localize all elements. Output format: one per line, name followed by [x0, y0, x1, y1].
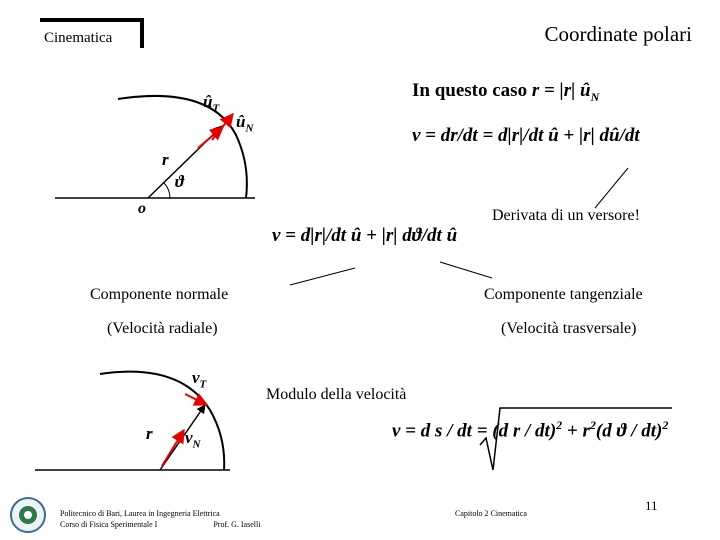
note-componente-tangenziale: Componente tangenziale	[484, 286, 643, 303]
top-polar-diagram	[55, 96, 255, 198]
label-vN: $v_N$	[185, 428, 201, 451]
label-vT: $v_T$	[192, 368, 207, 391]
footer-chapter: Capitolo 2 Cinematica	[455, 509, 527, 518]
note-velocita-trasversale: (Velocità trasversale)	[501, 320, 637, 337]
callout-derivata	[595, 168, 628, 208]
eq3: v = d|r|/dt û + |r| dϑ/dt û	[272, 225, 458, 246]
note-modulo: Modulo della velocità	[266, 386, 407, 403]
note-velocita-radiale: (Velocità radiale)	[107, 320, 218, 337]
page-number: 11	[645, 498, 658, 513]
label-uT-top: $û_T$	[203, 92, 220, 115]
eq2: v = dr/dt = d|r|/dt û + |r| dû/dt	[412, 125, 640, 146]
bottom-vT-arrow	[185, 394, 207, 405]
label-theta-top: ϑ	[175, 172, 184, 191]
top-angle-arc	[164, 183, 170, 198]
eq1: In questo caso r = |r| $û_N$	[412, 80, 600, 104]
label-origin: o	[138, 200, 146, 217]
note-componente-normale: Componente normale	[90, 286, 229, 303]
eq-modulo: v = d s / dt = (d $r / dt)^2 + r^2(d$ ϑ / dt)$^2$	[392, 418, 669, 442]
course-label: Cinematica	[44, 30, 113, 46]
note-derivata: Derivata di un versore!	[492, 207, 640, 224]
label-r-bottom: r	[146, 424, 153, 443]
slide-title: Coordinate polari	[544, 22, 692, 46]
university-logo	[11, 498, 45, 532]
label-r-top: r	[162, 150, 169, 169]
bottom-vN-arrow	[162, 430, 184, 466]
footer-institution: Politecnico di Bari, Laurea in Ingegneria Elettrica Corso di Fisica Sperimentale I Prof. G. Iaselli	[60, 509, 261, 529]
label-uN-top: $û_N$	[236, 112, 254, 135]
callout-tangenziale	[440, 262, 492, 278]
callout-normale	[290, 268, 355, 285]
